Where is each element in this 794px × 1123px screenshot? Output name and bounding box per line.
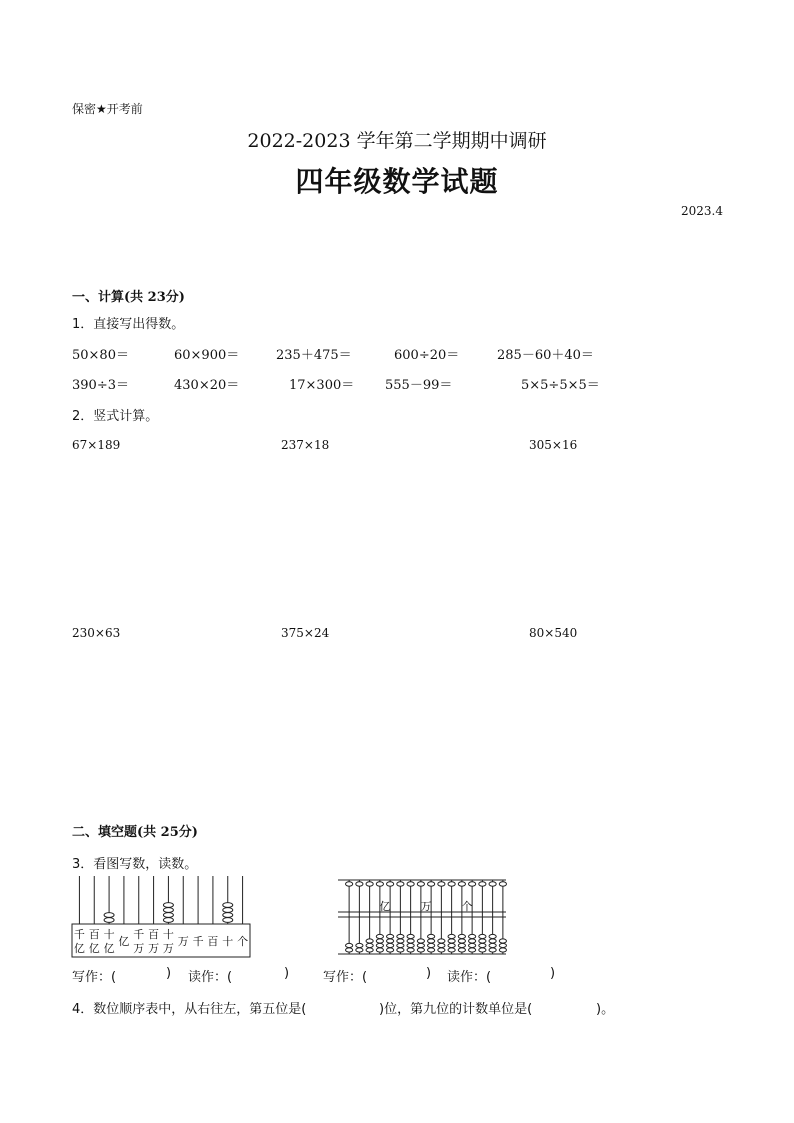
abacus-lower-bead bbox=[387, 948, 394, 952]
place-label-top: 十 bbox=[162, 928, 174, 941]
abacus-lower-bead bbox=[499, 939, 506, 943]
abacus-lower-bead bbox=[397, 948, 404, 952]
q1-item: 60×900＝ bbox=[174, 348, 240, 363]
abacus-lower-bead bbox=[438, 948, 445, 952]
abacus-lower-bead bbox=[448, 948, 455, 952]
abacus-lower-bead bbox=[428, 943, 435, 947]
place-value-abacus bbox=[72, 874, 252, 960]
close-paren: ) bbox=[550, 966, 556, 981]
abacus-bead bbox=[163, 908, 173, 913]
abacus-bead bbox=[223, 903, 233, 908]
abacus-upper-bead bbox=[489, 882, 496, 886]
place-label: 千 bbox=[192, 935, 204, 948]
abacus-lower-bead bbox=[376, 934, 383, 938]
abacus-lower-bead bbox=[438, 943, 445, 947]
abacus-lower-bead bbox=[489, 943, 496, 947]
abacus-lower-bead bbox=[469, 934, 476, 938]
place-label-bottom: 万 bbox=[162, 942, 174, 955]
abacus-lower-bead bbox=[438, 939, 445, 943]
abacus-lower-bead bbox=[458, 948, 465, 952]
abacus-lower-bead bbox=[448, 943, 455, 947]
abacus-bead bbox=[223, 908, 233, 913]
write-number-label-1: 写作：( bbox=[72, 970, 117, 985]
abacus-lower-bead bbox=[458, 934, 465, 938]
abacus-lower-bead bbox=[346, 943, 353, 947]
abacus-lower-bead bbox=[407, 934, 414, 938]
abacus-upper-bead bbox=[428, 882, 435, 886]
abacus-lower-bead bbox=[469, 939, 476, 943]
place-label-bottom: 亿 bbox=[88, 942, 100, 955]
abacus-lower-bead bbox=[428, 939, 435, 943]
abacus-lower-bead bbox=[387, 939, 394, 943]
abacus-lower-bead bbox=[366, 948, 373, 952]
abacus-upper-bead bbox=[469, 882, 476, 886]
place-label: 万 bbox=[177, 935, 189, 948]
abacus-upper-bead bbox=[346, 882, 353, 886]
confidential-label: 保密★开考前 bbox=[72, 102, 143, 116]
abacus-lower-bead bbox=[448, 934, 455, 938]
q2-item: 375×24 bbox=[281, 626, 330, 640]
q1-item: 390÷3＝ bbox=[72, 378, 129, 393]
abacus-upper-bead bbox=[417, 882, 424, 886]
abacus-upper-bead bbox=[356, 882, 363, 886]
abacus-lower-bead bbox=[499, 943, 506, 947]
abacus-bead bbox=[104, 913, 114, 918]
abacus-lower-bead bbox=[387, 943, 394, 947]
abacus-lower-bead bbox=[448, 939, 455, 943]
abacus-lower-bead bbox=[407, 943, 414, 947]
abacus-lower-bead bbox=[489, 948, 496, 952]
section2-heading: 二、填空题(共 25分) bbox=[72, 825, 198, 840]
section1-heading: 一、计算(共 23分) bbox=[72, 290, 185, 305]
abacus-lower-bead bbox=[458, 943, 465, 947]
abacus-lower-bead bbox=[356, 948, 363, 952]
abacus-lower-bead bbox=[479, 934, 486, 938]
exam-date: 2023.4 bbox=[681, 204, 723, 218]
abacus-lower-bead bbox=[346, 948, 353, 952]
q2-item: 67×189 bbox=[72, 438, 121, 452]
close-paren: ) bbox=[284, 966, 290, 981]
q4-prompt-end: )。 bbox=[596, 1002, 615, 1017]
q1-prompt: 1．直接写出得数。 bbox=[72, 317, 185, 332]
abacus-upper-bead bbox=[376, 882, 383, 886]
q2-item: 237×18 bbox=[281, 438, 330, 452]
abacus-lower-bead bbox=[366, 943, 373, 947]
read-number-label-2: 读作：( bbox=[447, 970, 492, 985]
abacus-lower-bead bbox=[417, 943, 424, 947]
abacus-unit-label: 万 bbox=[420, 900, 432, 913]
place-label-bottom: 亿 bbox=[73, 942, 85, 955]
abacus-upper-bead bbox=[479, 882, 486, 886]
abacus-lower-bead bbox=[469, 943, 476, 947]
place-label-bottom: 万 bbox=[148, 942, 160, 955]
q1-item: 600÷20＝ bbox=[394, 348, 460, 363]
abacus-upper-bead bbox=[438, 882, 445, 886]
place-label-top: 千 bbox=[73, 928, 85, 941]
abacus-upper-bead bbox=[366, 882, 373, 886]
q1-item: 285－60＋40＝ bbox=[497, 348, 594, 363]
bead-abacus bbox=[336, 876, 508, 958]
exam-subject-title: 四年级数学试题 bbox=[295, 165, 499, 198]
place-label-bottom: 亿 bbox=[103, 942, 115, 955]
abacus-lower-bead bbox=[428, 934, 435, 938]
place-label: 十 bbox=[222, 935, 234, 948]
abacus-bead bbox=[163, 918, 173, 923]
abacus-upper-bead bbox=[397, 882, 404, 886]
q2-item: 230×63 bbox=[72, 626, 121, 640]
place-label: 百 bbox=[207, 935, 219, 948]
q3-prompt: 3．看图写数，读数。 bbox=[72, 857, 198, 872]
abacus-lower-bead bbox=[479, 948, 486, 952]
q2-item: 80×540 bbox=[529, 626, 578, 640]
abacus-lower-bead bbox=[387, 934, 394, 938]
abacus-lower-bead bbox=[407, 939, 414, 943]
abacus-lower-bead bbox=[417, 939, 424, 943]
abacus-lower-bead bbox=[356, 943, 363, 947]
abacus-bead bbox=[223, 913, 233, 918]
abacus-lower-bead bbox=[479, 939, 486, 943]
place-label-top: 十 bbox=[103, 928, 115, 941]
abacus-lower-bead bbox=[489, 939, 496, 943]
abacus-lower-bead bbox=[397, 943, 404, 947]
abacus-lower-bead bbox=[397, 934, 404, 938]
abacus-lower-bead bbox=[376, 943, 383, 947]
place-label-bottom: 万 bbox=[133, 942, 145, 955]
q2-item: 305×16 bbox=[529, 438, 578, 452]
abacus-lower-bead bbox=[499, 948, 506, 952]
close-paren: ) bbox=[426, 966, 432, 981]
abacus-upper-bead bbox=[448, 882, 455, 886]
q1-item: 430×20＝ bbox=[174, 378, 240, 393]
abacus-lower-bead bbox=[469, 948, 476, 952]
abacus-upper-bead bbox=[407, 882, 414, 886]
q1-item: 5×5÷5×5＝ bbox=[521, 378, 600, 393]
abacus-bead bbox=[104, 918, 114, 923]
place-label-top: 千 bbox=[133, 928, 145, 941]
abacus-lower-bead bbox=[479, 943, 486, 947]
abacus-lower-bead bbox=[407, 948, 414, 952]
abacus-upper-bead bbox=[499, 882, 506, 886]
abacus-bead bbox=[163, 903, 173, 908]
place-label-top: 百 bbox=[88, 928, 100, 941]
abacus-upper-bead bbox=[387, 882, 394, 886]
write-number-label-2: 写作：( bbox=[323, 970, 368, 985]
place-label: 亿 bbox=[118, 935, 130, 948]
place-label: 个 bbox=[237, 935, 249, 948]
q1-item: 17×300＝ bbox=[289, 378, 355, 393]
abacus-lower-bead bbox=[489, 934, 496, 938]
q1-item: 555－99＝ bbox=[385, 378, 453, 393]
abacus-bead bbox=[163, 913, 173, 918]
close-paren: ) bbox=[166, 966, 172, 981]
abacus-lower-bead bbox=[397, 939, 404, 943]
abacus-bead bbox=[223, 918, 233, 923]
abacus-upper-bead bbox=[458, 882, 465, 886]
abacus-lower-bead bbox=[376, 939, 383, 943]
q1-item: 235＋475＝ bbox=[276, 348, 352, 363]
exam-title: 2022-2023 学年第二学期期中调研 bbox=[247, 130, 547, 152]
q2-prompt: 2．竖式计算。 bbox=[72, 409, 159, 424]
q1-item: 50×80＝ bbox=[72, 348, 129, 363]
abacus-lower-bead bbox=[458, 939, 465, 943]
abacus-lower-bead bbox=[376, 948, 383, 952]
abacus-unit-label: 亿 bbox=[379, 900, 391, 913]
place-label-top: 百 bbox=[148, 928, 160, 941]
abacus-unit-label: 个 bbox=[461, 900, 473, 913]
q4-prompt-start: 4．数位顺序表中，从右往左，第五位是( bbox=[72, 1002, 307, 1017]
q4-prompt-mid: )位，第九位的计数单位是( bbox=[379, 1002, 533, 1017]
abacus-lower-bead bbox=[428, 948, 435, 952]
read-number-label-1: 读作：( bbox=[188, 970, 233, 985]
abacus-lower-bead bbox=[366, 939, 373, 943]
abacus-lower-bead bbox=[417, 948, 424, 952]
